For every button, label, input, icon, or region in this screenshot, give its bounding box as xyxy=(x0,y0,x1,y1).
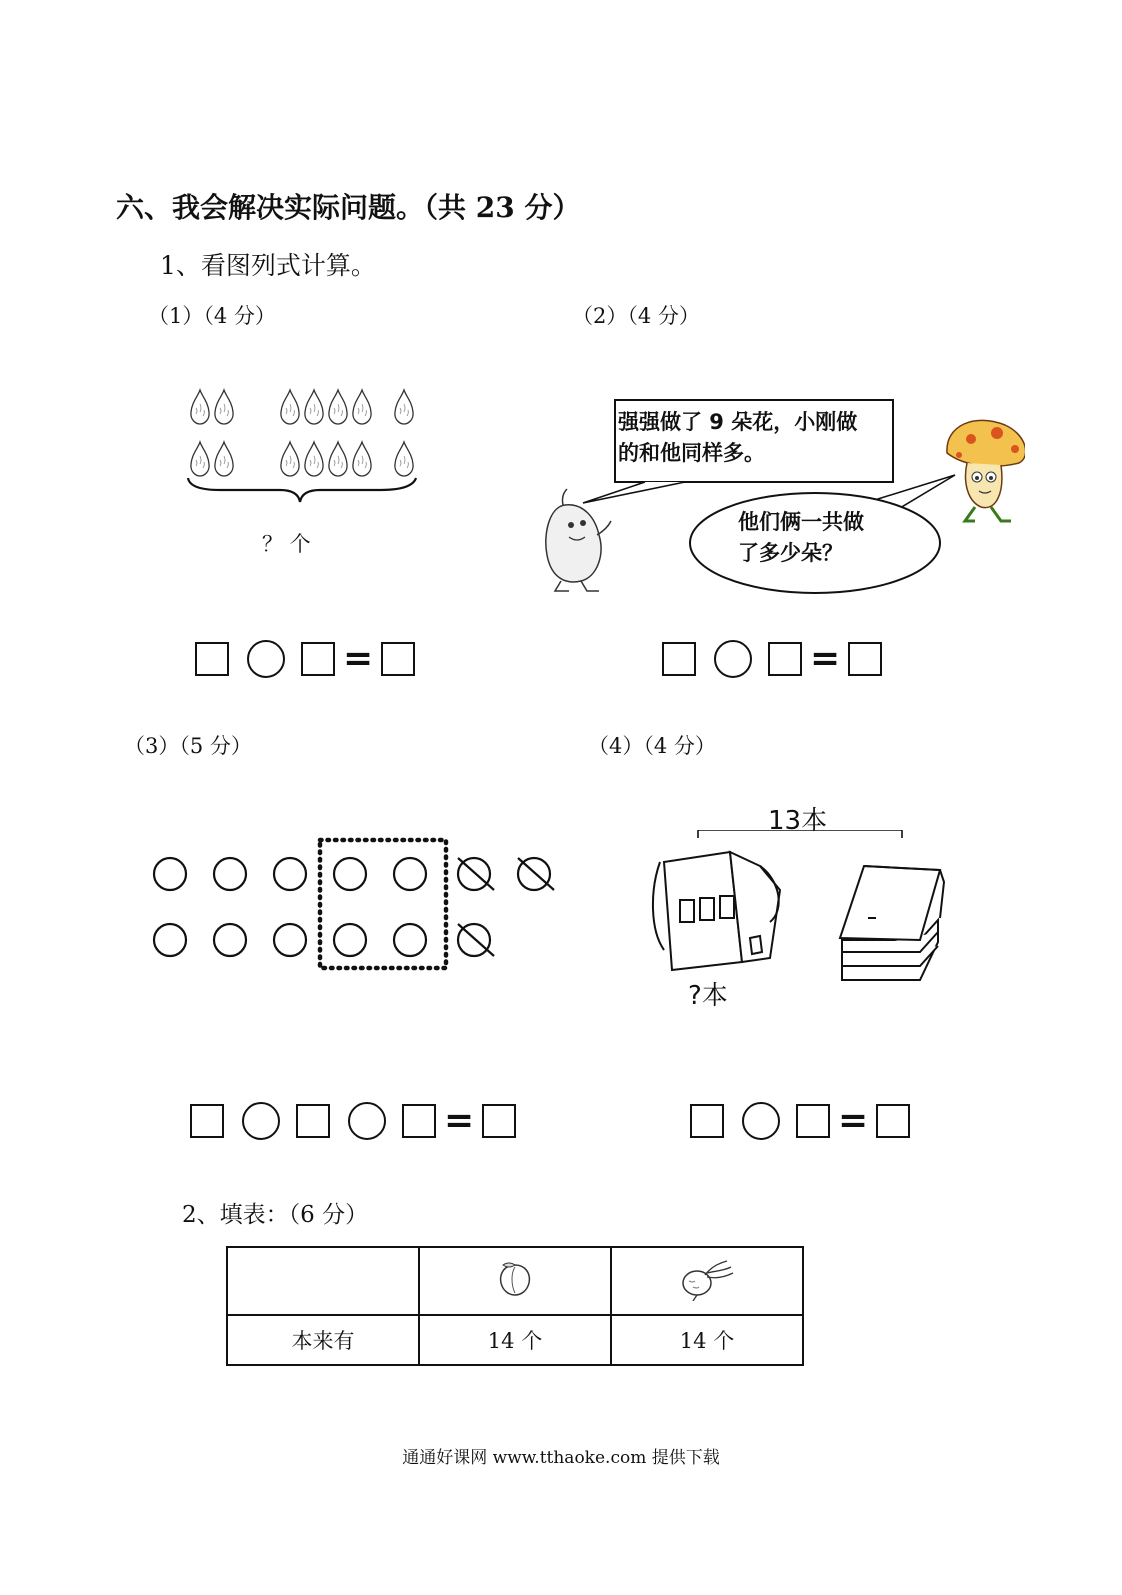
answer-box[interactable] xyxy=(402,1104,436,1138)
circle xyxy=(394,924,426,956)
pear-row-1 xyxy=(191,390,413,424)
operator-circle[interactable] xyxy=(348,1102,386,1140)
gourd-character xyxy=(546,489,611,591)
result-box[interactable] xyxy=(482,1104,516,1138)
footer: 通通好课网 www.tthaoke.com 提供下载 xyxy=(402,1448,720,1468)
school-bag xyxy=(653,852,780,970)
table-row xyxy=(227,1315,803,1365)
table-cell xyxy=(227,1247,419,1315)
books-stack xyxy=(840,866,944,980)
answer-box[interactable] xyxy=(690,1104,724,1138)
mushroom-character xyxy=(947,420,1025,521)
peach-icon xyxy=(495,1259,535,1299)
table-cell xyxy=(419,1247,611,1315)
bubble-line: 强强做了 9 朵花，小刚做 xyxy=(618,410,858,434)
answer-box[interactable] xyxy=(296,1104,330,1138)
operator-circle[interactable] xyxy=(714,640,752,678)
part-1-question-label: ？ 个 xyxy=(262,532,311,556)
operator-circle[interactable] xyxy=(242,1102,280,1140)
pears-illustration xyxy=(180,380,430,510)
equals-sign: = xyxy=(838,1100,869,1141)
table-cell: 14 个 xyxy=(611,1315,803,1365)
part-3-label: （3）（5 分） xyxy=(124,734,252,758)
total-books-label: 13本 xyxy=(768,806,828,836)
question-2-title: 2、填表：（6 分） xyxy=(182,1202,369,1228)
operator-circle[interactable] xyxy=(742,1102,780,1140)
part-2-label: （2）（4 分） xyxy=(572,304,700,328)
circle xyxy=(214,924,246,956)
answer-box[interactable] xyxy=(195,642,229,676)
result-box[interactable] xyxy=(848,642,882,676)
bag-books-illustration xyxy=(650,830,950,990)
table-cell xyxy=(611,1247,803,1315)
equation-3 xyxy=(190,1102,534,1140)
unknown-books-label: ?本 xyxy=(688,981,728,1011)
operator-circle[interactable] xyxy=(247,640,285,678)
table-cell: 14 个 xyxy=(419,1315,611,1365)
circle xyxy=(334,858,366,890)
circle xyxy=(214,858,246,890)
equation-4 xyxy=(690,1102,928,1140)
pear-row-2 xyxy=(191,442,413,476)
bubble-line: 的和他同样多。 xyxy=(618,441,765,465)
question-1-title: 1、看图列式计算。 xyxy=(160,251,376,280)
section-title: 六、我会解决实际问题。（共 23 分） xyxy=(116,191,581,224)
part-1-label: （1）（4 分） xyxy=(148,304,276,328)
dotted-frame xyxy=(320,840,446,968)
speech-bubble-rect xyxy=(618,407,857,469)
fill-table xyxy=(226,1246,804,1366)
equals-sign: = xyxy=(810,638,841,679)
circle xyxy=(334,924,366,956)
answer-box[interactable] xyxy=(796,1104,830,1138)
equation-2 xyxy=(662,640,900,678)
answer-box[interactable] xyxy=(190,1104,224,1138)
circle xyxy=(394,858,426,890)
speech-bubble-oval xyxy=(738,507,864,569)
part-4-label: （4）（4 分） xyxy=(588,734,716,758)
circle xyxy=(274,924,306,956)
answer-box[interactable] xyxy=(662,642,696,676)
circle xyxy=(274,858,306,890)
brace xyxy=(188,478,416,502)
table-row xyxy=(227,1247,803,1315)
table-cell: 本来有 xyxy=(227,1315,419,1365)
radish-icon xyxy=(677,1257,737,1301)
bubble-line: 了多少朵？ xyxy=(738,541,843,565)
equation-1 xyxy=(195,640,433,678)
circle xyxy=(154,858,186,890)
equals-sign: = xyxy=(343,638,374,679)
bubble-line: 他们俩一共做 xyxy=(738,510,864,534)
answer-box[interactable] xyxy=(768,642,802,676)
result-box[interactable] xyxy=(381,642,415,676)
circles-illustration xyxy=(140,830,570,980)
result-box[interactable] xyxy=(876,1104,910,1138)
answer-box[interactable] xyxy=(301,642,335,676)
equals-sign: = xyxy=(444,1100,475,1141)
circle xyxy=(154,924,186,956)
